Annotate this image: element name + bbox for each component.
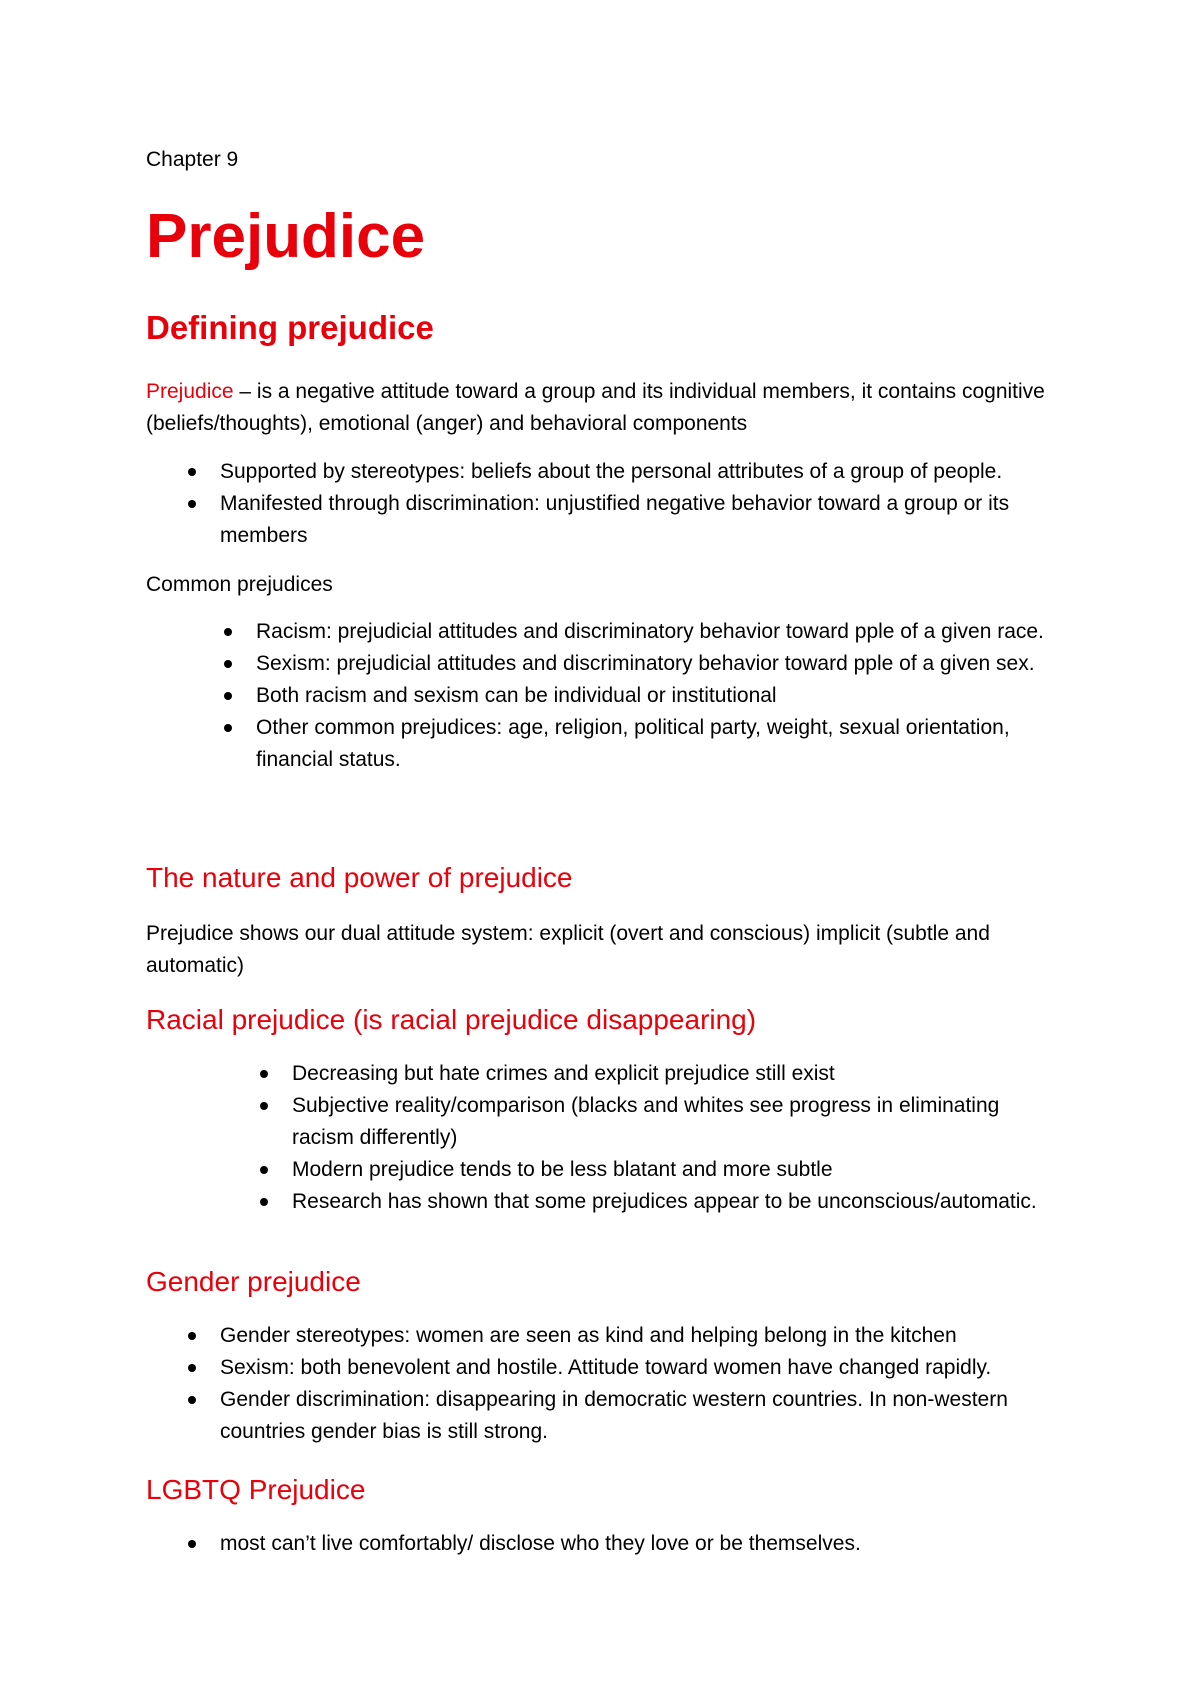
bullet-icon <box>224 692 232 700</box>
section-heading-gender: Gender prejudice <box>146 1266 361 1297</box>
bullet-icon <box>188 1364 196 1372</box>
list-item: Manifested through discrimination: unjustified negative behavior toward a group or its members <box>146 488 1076 552</box>
definition-term: Prejudice <box>146 380 234 403</box>
racial-list <box>146 1058 1064 1218</box>
nature-paragraph: Prejudice shows our dual attitude system: explicit (overt and conscious) implicit (subtle and automatic) <box>146 922 990 977</box>
common-list <box>146 616 1064 776</box>
list-item: Research has shown that some prejudices appear to be unconscious/automatic. <box>146 1186 1064 1218</box>
list-item: Modern prejudice tends to be less blatant and more subtle <box>146 1154 1064 1186</box>
bullet-icon <box>188 468 196 476</box>
bullet-icon <box>260 1102 268 1110</box>
list-item: Gender stereotypes: women are seen as kind and helping belong in the kitchen <box>146 1320 1064 1352</box>
bullet-icon <box>224 628 232 636</box>
section-heading-lgbtq: LGBTQ Prejudice <box>146 1474 366 1505</box>
common-prejudices-label: Common prejudices <box>146 573 333 596</box>
list-item: Subjective reality/comparison (blacks and whites see progress in eliminating racism differently) <box>146 1090 1064 1154</box>
lgbtq-list <box>146 1528 1064 1560</box>
gender-list <box>146 1320 1064 1448</box>
list-item: Sexism: prejudicial attitudes and discriminatory behavior toward pple of a given sex. <box>146 648 1064 680</box>
page-title: Prejudice <box>146 202 426 271</box>
bullet-icon <box>188 1540 196 1548</box>
section-heading-defining: Defining prejudice <box>146 309 434 346</box>
bullet-icon <box>188 1332 196 1340</box>
bullet-icon <box>224 724 232 732</box>
bullet-icon <box>224 660 232 668</box>
bullet-icon <box>260 1198 268 1206</box>
list-item: Gender discrimination: disappearing in democratic western countries. In non-western countries gender bias is still strong. <box>146 1384 1064 1448</box>
section-heading-nature: The nature and power of prejudice <box>146 862 573 893</box>
list-item: Other common prejudices: age, religion, political party, weight, sexual orientation, financial status. <box>146 712 1064 776</box>
definition-paragraph <box>146 376 1076 440</box>
bullet-icon <box>260 1070 268 1078</box>
defining-list <box>146 456 1076 552</box>
chapter-label: Chapter 9 <box>146 148 239 171</box>
bullet-icon <box>188 1396 196 1404</box>
section-heading-racial: Racial prejudice (is racial prejudice disappearing) <box>146 1004 757 1035</box>
bullet-icon <box>188 500 196 508</box>
bullet-icon <box>260 1166 268 1174</box>
definition-text: – is a negative attitude toward a group and its individual members, it contains cognitive (beliefs/thoughts), emotional (anger) and behavioral components <box>146 380 1045 435</box>
list-item: Decreasing but hate crimes and explicit prejudice still exist <box>146 1058 1064 1090</box>
list-item: most can’t live comfortably/ disclose who they love or be themselves. <box>146 1528 1064 1560</box>
list-item: Sexism: both benevolent and hostile. Attitude toward women have changed rapidly. <box>146 1352 1064 1384</box>
list-item: Both racism and sexism can be individual or institutional <box>146 680 1064 712</box>
list-item: Racism: prejudicial attitudes and discriminatory behavior toward pple of a given race. <box>146 616 1064 648</box>
list-item: Supported by stereotypes: beliefs about the personal attributes of a group of people. <box>146 456 1076 488</box>
